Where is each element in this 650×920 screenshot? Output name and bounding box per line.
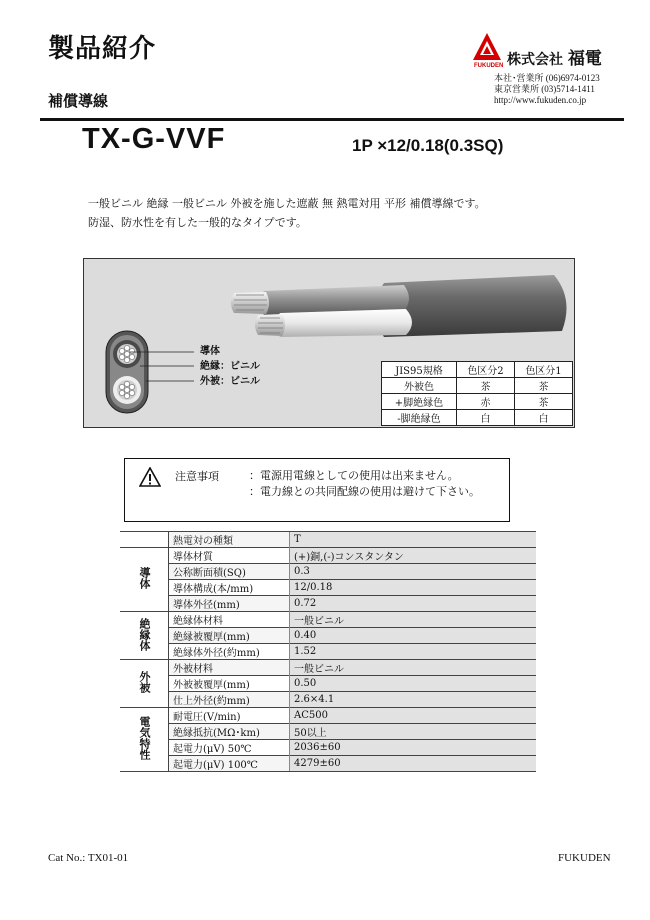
spec-group-sheath: 外被: [120, 660, 169, 708]
spec-value: 0.50: [290, 676, 537, 692]
website-url: http://www.fukuden.co.jp: [494, 95, 587, 105]
color-table-cell: 茶: [515, 378, 573, 394]
spec-row: [120, 596, 536, 612]
logo-text: FUKUDEN: [474, 63, 504, 69]
caution-text: [249, 468, 480, 500]
company-name: [507, 44, 602, 69]
company-address: [494, 73, 600, 106]
cross-section-labels: [200, 344, 260, 389]
footer-brand: FUKUDEN: [558, 852, 611, 864]
color-table-header-cell: 色区分2: [457, 362, 515, 378]
spec-label: 仕上外径(約mm): [169, 692, 290, 708]
product-photo: [83, 258, 575, 428]
spec-label: 導体材質: [169, 548, 290, 564]
spec-label: 導体構成(本/mm): [169, 580, 290, 596]
color-table-header: [382, 362, 573, 378]
color-table: [381, 361, 573, 426]
spec-value: 一般ビニル: [290, 660, 537, 676]
spec-label: 耐電圧(V/min): [169, 708, 290, 724]
spec-value: 0.72: [290, 596, 537, 612]
color-table-cell: +脚絶縁色: [382, 394, 457, 410]
product-description: [88, 194, 486, 232]
spec-label: 外被材料: [169, 660, 290, 676]
spec-value: 4279±60: [290, 756, 537, 772]
address-line: 東京営業所 (03)5714-1411: [494, 84, 595, 94]
spec-label: 絶縁抵抗(MΩ･km): [169, 724, 290, 740]
caution-box: [124, 458, 510, 522]
company-name-main: 福電: [567, 49, 602, 69]
label-conductor: 導体: [200, 346, 220, 357]
spec-label: 起電力(μV) 100℃: [169, 756, 290, 772]
spec-row: [120, 548, 536, 564]
spec-row: [120, 724, 536, 740]
spec-value: 0.3: [290, 564, 537, 580]
color-table-cell: 白: [457, 410, 515, 426]
spec-row: [120, 564, 536, 580]
spec-label: 外被被覆厚(mm): [169, 676, 290, 692]
color-table-row: [382, 410, 573, 426]
spec-row: [120, 532, 536, 548]
company-name-prefix: 株式会社: [507, 52, 563, 68]
spec-value: AC500: [290, 708, 537, 724]
spec-value: 2.6×4.1: [290, 692, 537, 708]
page-title: 製品紹介: [48, 34, 157, 64]
spec-value: (+)銅,(-)コンスタンタン: [290, 548, 537, 564]
spec-row: [120, 676, 536, 692]
catalog-number: Cat No.: TX01-01: [48, 852, 129, 864]
spec-row: [120, 612, 536, 628]
spec-label: 熱電対の種類: [169, 532, 290, 548]
color-table-row: [382, 394, 573, 410]
spec-value: 2036±60: [290, 740, 537, 756]
color-table-cell: 赤: [457, 394, 515, 410]
color-table-header-cell: JIS95規格: [382, 362, 457, 378]
spec-row: [120, 628, 536, 644]
description-line: 防湿、防水性を有した一般的なタイプです。: [88, 216, 307, 229]
category-label: 補償導線: [48, 92, 109, 110]
spec-group-insulation: 絶縁体: [120, 612, 169, 660]
caution-title: 注意事項: [175, 470, 219, 483]
spec-row: [120, 756, 536, 772]
spec-row: [120, 708, 536, 724]
caution-line: ：電力線との共同配線の使用は避けて下さい。: [249, 485, 480, 498]
color-table-cell: 外被色: [382, 378, 457, 394]
color-table-cell: 茶: [515, 394, 573, 410]
spec-value: T: [290, 532, 537, 548]
color-table-cell: 白: [515, 410, 573, 426]
spec-table: [120, 531, 536, 772]
spec-value: 12/0.18: [290, 580, 537, 596]
spec-row: [120, 660, 536, 676]
spec-group-electrical: 電気特性: [120, 708, 169, 772]
spec-row: [120, 580, 536, 596]
spec-group-conductor: 導体: [120, 548, 169, 612]
color-table-cell: -脚絶縁色: [382, 410, 457, 426]
spec-row: [120, 692, 536, 708]
product-spec: 1P ×12/0.18(0.3SQ): [352, 136, 504, 155]
caution-line: ：電源用電線としての使用は出来ません。: [249, 469, 459, 482]
color-table-cell: 茶: [457, 378, 515, 394]
label-sheath: 外被：ビニル: [200, 376, 260, 387]
address-line: 本社･営業所 (06)6974-0123: [494, 73, 600, 83]
spec-label: 公称断面積(SQ): [169, 564, 290, 580]
spec-label: 絶縁体外径(約mm): [169, 644, 290, 660]
spec-value: 50以上: [290, 724, 537, 740]
warning-icon: [139, 467, 161, 487]
color-table-row: [382, 378, 573, 394]
color-table-header-cell: 色区分1: [515, 362, 573, 378]
spec-row: [120, 740, 536, 756]
spec-label: 絶縁被覆厚(mm): [169, 628, 290, 644]
description-line: 一般ビニル 絶縁 一般ビニル 外被を施した遮蔽 無 熱電対用 平形 補償導線です。: [88, 197, 486, 210]
spec-value: 0.40: [290, 628, 537, 644]
spec-label: 起電力(μV) 50℃: [169, 740, 290, 756]
fukuden-logo-icon: [472, 32, 502, 64]
spec-label: 絶縁体材料: [169, 612, 290, 628]
header-divider: [40, 118, 624, 121]
spec-value: 1.52: [290, 644, 537, 660]
product-model: TX-G-VVF: [82, 123, 226, 155]
label-insulation: 絶縁：ビニル: [200, 361, 260, 372]
spec-row: [120, 644, 536, 660]
spec-value: 一般ビニル: [290, 612, 537, 628]
spec-label: 導体外径(mm): [169, 596, 290, 612]
